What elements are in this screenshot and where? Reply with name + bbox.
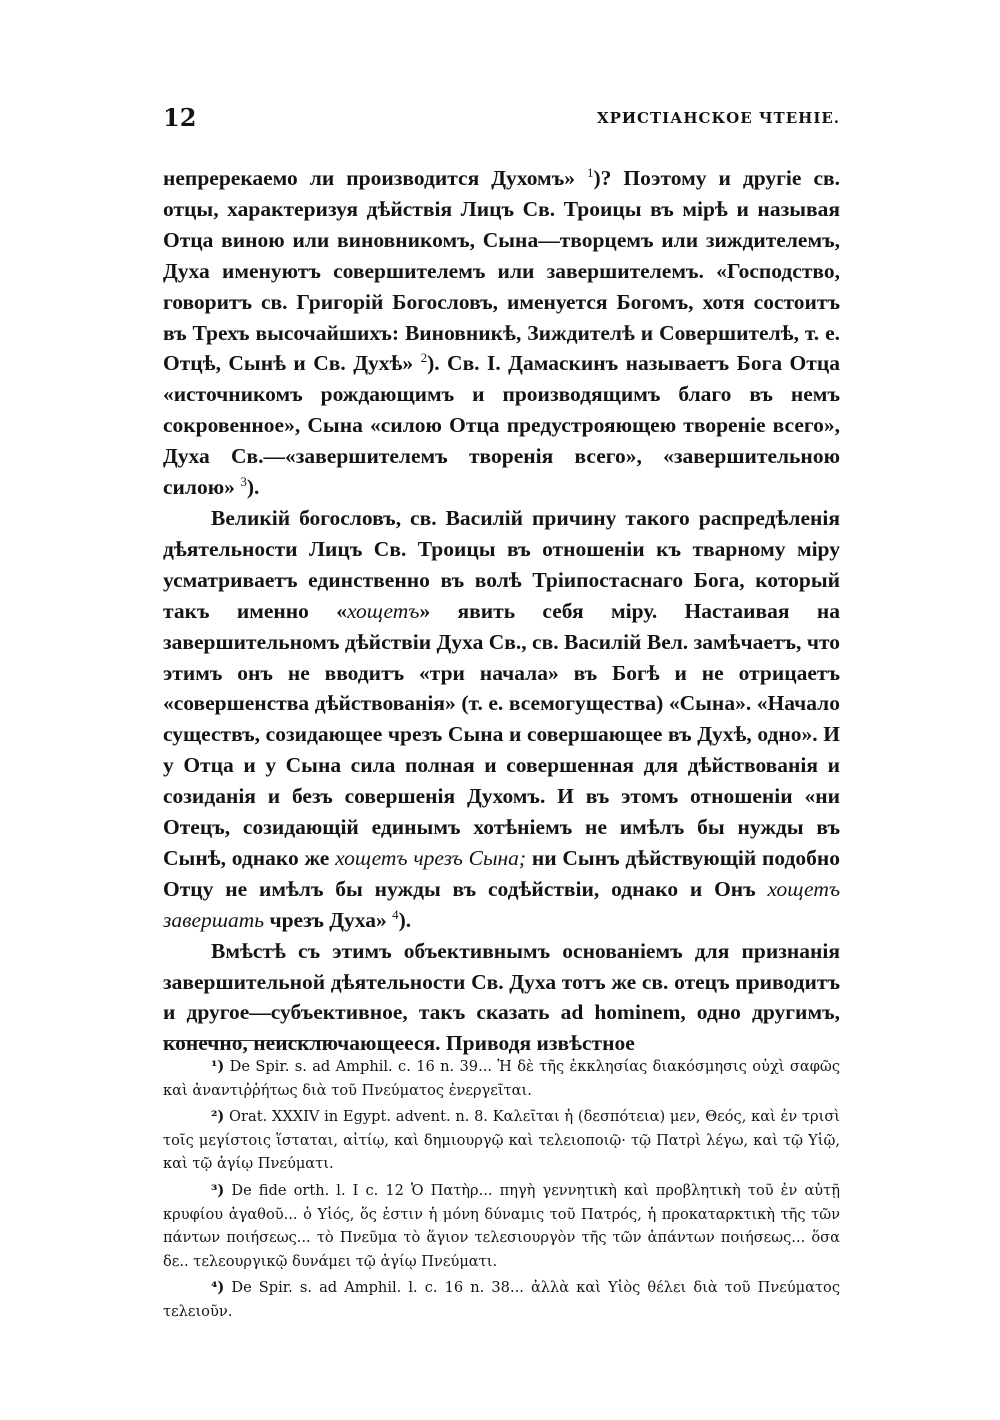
page-number: 12	[163, 103, 197, 132]
footnotes	[163, 1055, 840, 1327]
italic-emphasis: хощетъ	[347, 598, 420, 623]
footnote-ref-1: 1	[587, 165, 594, 180]
footnote-1: ¹) De Spir. s. ad Amphil. c. 16 n. 39... Ἡ δὲ τῆς ἐκκλησίας διακόσμησις οὐχὶ σαφῶς καὶ ἀναντιῤῥήτως διὰ τοῦ Πνεύματος ἐνεργεῖται.	[163, 1058, 840, 1099]
paragraph-1: непререкаемо ли производится Духомъ» $^1$)? Поэтому и другіе св. отцы, характеризуя дѣйствія Лицъ Св. Троицы въ мірѣ и называя Отца виною или виновникомъ, Сына—творцемъ или зиждителемъ, Духа именуютъ совершителемъ или завершителемъ. «Господство, говоритъ св. Григорій Богословъ, именуется Богомъ, хотя состоитъ въ Трехъ высочайшихъ: Виновникѣ, Зиждителѣ и Совершителѣ, т. е. Отцѣ, Сынѣ и Св. Духѣ» $^2$). Св. І. Дамаскинъ называетъ Бога Отца «источникомъ рождающимъ и производящимъ благо въ немъ сокровенное», Сына «силою Отца предустрояющею твореніе всего», Духа Св.—«завершителемъ творенія всего», «завершительною силою» $^3$).	[163, 165, 840, 500]
running-head: ХРИСТІАНСКОЕ ЧТЕНІЕ.	[596, 109, 840, 127]
paragraph-3: Вмѣстѣ съ этимъ объективнымъ основаніемъ для признанія завершительной дѣятельности Св. Духа тотъ же св. отецъ приводитъ и другое—субъективное, такъ сказать ad hominem, одно другимъ, конечно, неисключающееся. Приводя извѣстное	[163, 938, 840, 1056]
footnote-2: ²) Orat. XXXIV in Egypt. advent. n. 8. Καλεῖται ἡ (δεσπότεια) μεν, Θεός, καὶ ἐν τρισὶ τοῖς μεγίστοις ἵσταται, αἰτίῳ, καὶ δημιουργῷ καὶ τελειοποιῷ· τῷ Πατρὶ λέγω, καὶ τῷ Υἱῷ, καὶ τῷ ἁγίῳ Πνεύματι.	[163, 1108, 840, 1173]
footnote-divider	[163, 1040, 333, 1041]
footnote-4: ⁴) De Spir. s. ad Amphil. l. c. 16 n. 38... ἀλλὰ καὶ Υἱὸς θέλει διὰ τοῦ Πνεύματος τελειοῦν.	[163, 1279, 840, 1320]
main-text	[163, 163, 840, 1059]
footnote-3: ³) De fide orth. l. I c. 12 Ὁ Πατὴρ... πηγὴ γεννητικὴ καὶ προβλητικὴ τοῦ ἐν αὐτῇ κρυφίου ἀγαθοῦ... ὁ Υἱός, ὅς ἐστιν ἡ μόνη δύναμις τοῦ Πατρός, ἡ προκαταρκτικὴ τῆς τῶν πάντων ποιήσεως... τὸ Πνεῦμα τὸ ἅγιον τελεσιουργὸν τῆς τῶν ἁπάντων ποιήσεως... ὅσα δε.. τελεουργικῷ δυνάμει τῷ ἁγίῳ Πνεύματι.	[163, 1181, 840, 1270]
italic-emphasis: хощетъ завершать	[163, 876, 840, 932]
italic-emphasis: хощетъ чрезъ Сына;	[335, 845, 527, 870]
footnote-ref-4: 4	[392, 906, 399, 922]
page-header	[163, 103, 840, 137]
footnote-ref-3: 3	[240, 474, 247, 490]
footnote-ref-2: 2	[420, 350, 428, 366]
paragraph-2: Великій богословъ, св. Василій причину такого распредѣленія дѣятельности Лицъ Св. Троицы въ отношеніи къ тварному міру усматриваетъ единственно въ волѣ Тріипостаснаго Бога, который такъ именно «хощетъ» явить себя міру. Настаивая на завершительномъ дѣйствіи Духа Св., св. Василій Вел. замѣчаетъ, что этимъ онъ не вводитъ «три начала» въ Богѣ и не отрицаетъ «совершенства дѣйствованія» (т. е. всемогущества) «Сына». «Начало существъ, созидающее чрезъ Сына и совершающее въ Духѣ, одно». И у Отца и у Сына сила полная и совершенная для дѣйствованія и созиданія и безъ совершенія Духомъ. И въ этомъ отношеніи «ни Отецъ, созидающій единымъ хотѣніемъ не имѣлъ бы нужды въ Сынѣ, однако же хощетъ чрезъ Сына; ни Сынъ дѣйствующій подобно Отцу не имѣлъ бы нужды въ содѣйствіи, однако и Онъ хощетъ завершать чрезъ Духа» $^4$).	[163, 505, 840, 932]
